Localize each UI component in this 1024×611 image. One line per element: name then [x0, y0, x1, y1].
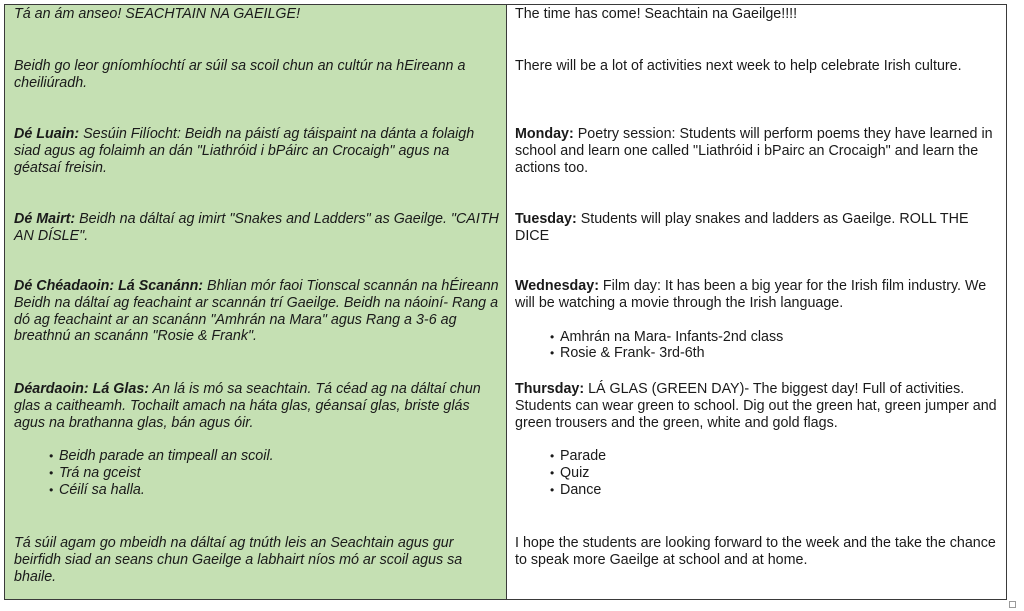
list-item: • Céilí sa halla. [49, 482, 500, 499]
english-column [507, 5, 1006, 599]
english-film-list [550, 329, 1000, 363]
list-item: • Quiz [550, 465, 1000, 482]
irish-cell-thursday [14, 381, 500, 499]
irish-cell-intro [14, 6, 500, 23]
english-activity-list [550, 448, 1000, 498]
irish-day-label: Déardaoin: Lá Glas: [14, 381, 150, 397]
irish-activity-list [49, 448, 500, 498]
english-day-label: Tuesday: [515, 211, 577, 227]
list-item: • Beidh parade an timpeall an scoil. [49, 448, 500, 465]
english-cell-wednesday [515, 278, 1000, 362]
irish-text: An lá is mó sa seachtain. Tá céad ag na dáltaí chun glas a caitheamh. Tochailt amach na háta glas, géansaí glas, briste glás agus na brathanna glas, bán agus óir. [14, 381, 481, 431]
english-day-label: Monday: [515, 126, 574, 142]
english-text: The time has come! Seachtain na Gaeilge!!!! [515, 6, 798, 22]
irish-day-label: Dé Luain: [14, 126, 80, 142]
irish-text: Beidh go leor gníomhíochtí ar súil sa scoil chun an cultúr na hEireann a cheiliúradh. [14, 58, 466, 91]
irish-cell-wednesday [14, 278, 500, 345]
english-text: Film day: It has been a big year for the Irish film industry. We will be watching a movie through the Irish language. [515, 278, 987, 311]
irish-cell-tuesday [14, 211, 500, 245]
list-item: • Parade [550, 448, 1000, 465]
english-cell-thursday [515, 381, 1000, 499]
irish-day-label: Dé Chéadaoin: Lá Scanánn: [14, 278, 204, 294]
irish-text: Tá súil agam go mbeidh na dáltaí ag tnúth leis an Seachtain agus gur beirfidh siad an seans chun Gaeilge a labhairt níos mó ar scoil agus sa bhaile. [14, 535, 463, 585]
irish-cell-activities [14, 58, 500, 92]
irish-cell-closing [14, 535, 500, 585]
english-cell-intro [515, 6, 1000, 23]
list-item: • Amhrán na Mara- Infants-2nd class [550, 329, 1000, 346]
translation-table [4, 4, 1007, 600]
english-day-label: Thursday: [515, 381, 585, 397]
irish-column [5, 5, 507, 599]
english-text: Poetry session: Students will perform poems they have learned in school and learn one called "Liathróid i bPairc an Crocaigh" and learn the actions too. [515, 126, 993, 176]
list-item: • Trá na gceist [49, 465, 500, 482]
english-text: I hope the students are looking forward to the week and the take the chance to speak more Gaeilge at school and at home. [515, 535, 996, 568]
english-text: Students will play snakes and ladders as Gaeilge. ROLL THE DICE [515, 211, 969, 244]
irish-text: Beidh na dáltaí ag imirt "Snakes and Ladders" as Gaeilge. "CAITH AN DÍSLE". [14, 211, 499, 244]
english-cell-activities [515, 58, 1000, 75]
irish-text: Sesúin Filíocht: Beidh na páistí ag táispaint na dánta a folaigh siad agus ag folaimh an dán "Liathróid i bPáirc an Crocaigh" agus na géatsaí freisin. [14, 126, 475, 176]
english-day-label: Wednesday: [515, 278, 599, 294]
list-item: • Rosie & Frank- 3rd-6th [550, 345, 1000, 362]
irish-cell-monday [14, 126, 500, 176]
irish-text: Bhlian mór faoi Tionscal scannán na hÉireann Beidh na dáltaí ag feachaint ar scannán trí Gaeilge. Beidh na náoiní- Rang a dó ag feachaint ar an scanánn "Amhrán na Mara" agus Rang a 3-6 ag breathnú an scanánn "Rosie & Frank". [14, 278, 499, 345]
irish-text: Tá an ám anseo! SEACHTAIN NA GAEILGE! [14, 6, 301, 22]
english-text: There will be a lot of activities next week to help celebrate Irish culture. [515, 58, 962, 74]
table-resize-handle[interactable] [1009, 601, 1016, 608]
english-cell-tuesday [515, 211, 1000, 245]
english-cell-monday [515, 126, 1000, 176]
english-text: LÁ GLAS (GREEN DAY)- The biggest day! Full of activities. Students can wear green to school. Dig out the green hat, green jumper and green trousers and the green, white and gold flags. [515, 381, 997, 431]
list-item: • Dance [550, 482, 1000, 499]
english-cell-closing [515, 535, 1000, 569]
irish-day-label: Dé Mairt: [14, 211, 76, 227]
